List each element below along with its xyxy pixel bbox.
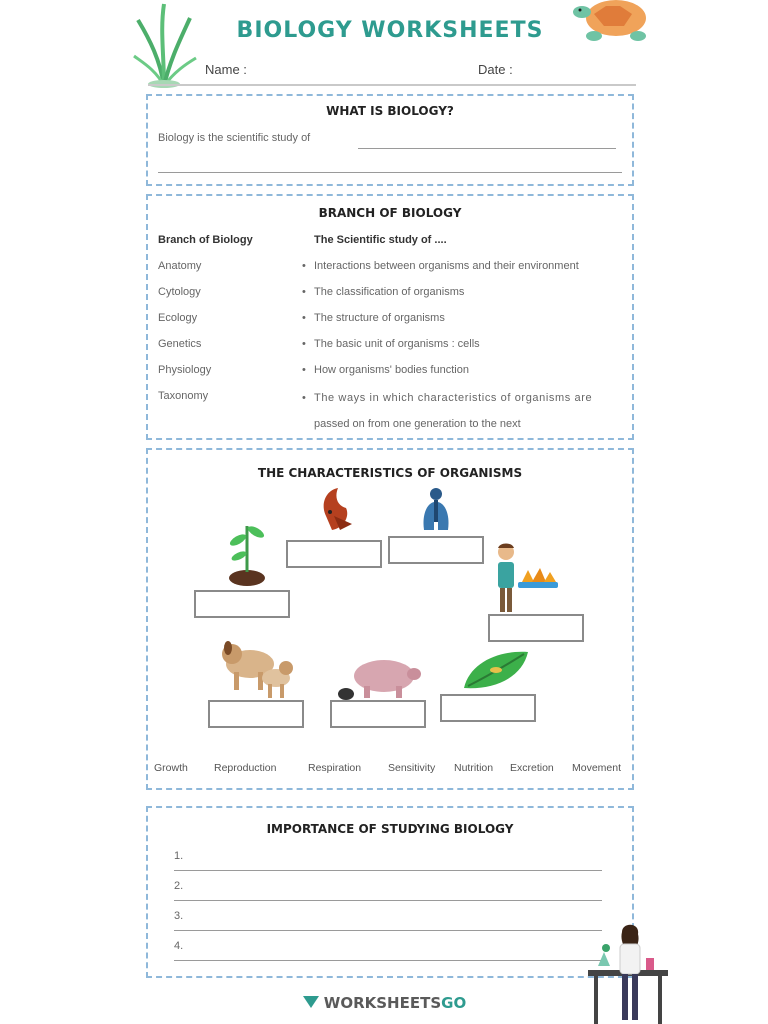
answer-box[interactable] [330,700,426,728]
bullet: • [302,312,306,324]
definition-item: Interactions between organisms and their environment [314,260,579,272]
word-bank-item: Respiration [308,762,362,774]
section-heading: IMPORTANCE OF STUDYING BIOLOGY [266,822,514,836]
footer-brand [0,994,768,1012]
pig-icon [338,654,422,702]
branch-item: Genetics [158,338,202,350]
biology-prompt: Biology is the scientific study of [158,132,311,144]
importance-section [146,806,634,978]
word-bank-item: Sensitivity [388,762,436,774]
word-bank-item: Reproduction [214,762,277,774]
answer-line[interactable] [158,172,622,173]
seaweed-icon [130,0,198,88]
word-bank-item: Movement [572,762,622,774]
bird-icon [316,486,356,538]
column-header-branch: Branch of Biology [158,234,253,246]
word-bank-item: Growth [154,762,188,774]
bullet: • [302,260,306,272]
header-divider [148,84,636,86]
bullet: • [302,364,306,376]
word-bank-item: Nutrition [454,762,494,774]
definition-item: How organisms' bodies function [314,364,469,376]
answer-box[interactable] [488,614,584,642]
what-is-biology-section [146,94,634,186]
definition-item: The basic unit of organisms : cells [314,338,480,350]
word-bank-item: Excretion [510,762,554,774]
line-number: 4. [174,940,184,952]
section-heading: THE CHARACTERISTICS OF ORGANISMS [257,466,523,480]
bullet: • [302,392,306,404]
column-header-study: The Scientific study of .... [314,234,447,246]
date-label: Date : [478,62,513,77]
answer-box[interactable] [194,590,290,618]
leaf-icon [460,648,532,692]
branch-item: Anatomy [158,260,202,272]
definition-item: The structure of organisms [314,312,445,324]
section-heading: WHAT IS BIOLOGY? [326,104,454,118]
bullet: • [302,338,306,350]
answer-box[interactable] [208,700,304,728]
definition-item: The ways in which characteristics of organisms are [314,392,593,404]
person-eating-icon [492,542,560,616]
answer-line[interactable] [174,900,602,901]
branch-item: Cytology [158,286,201,298]
brand-text: WORKSHEETS [323,994,442,1012]
turtle-icon [572,0,658,48]
answer-line[interactable] [174,930,602,931]
line-number: 2. [174,880,184,892]
answer-line[interactable] [358,148,616,149]
answer-box[interactable] [440,694,536,722]
definition-item: The classification of organisms [314,286,465,298]
branch-item: Taxonomy [158,390,209,402]
sprout-icon [226,516,268,588]
definition-item: passed on from one generation to the next [314,418,521,430]
line-number: 1. [174,850,184,862]
branch-item: Ecology [158,312,198,324]
answer-line[interactable] [174,960,602,961]
section-heading: BRANCH OF BIOLOGY [318,206,462,220]
page-title: BIOLOGY WORKSHEETS [236,18,544,43]
line-number: 3. [174,910,184,922]
answer-line[interactable] [174,870,602,871]
dogs-icon [220,636,296,700]
worksheetsgo-logo-icon [302,995,320,1009]
branch-of-biology-section [146,194,634,440]
brand-text-go: GO [441,994,467,1012]
answer-box[interactable] [388,536,484,564]
name-label: Name : [205,62,247,77]
answer-box[interactable] [286,540,382,568]
lungs-icon [420,486,452,532]
bullet: • [302,286,306,298]
characteristics-section [146,448,634,790]
branch-item: Physiology [158,364,212,376]
